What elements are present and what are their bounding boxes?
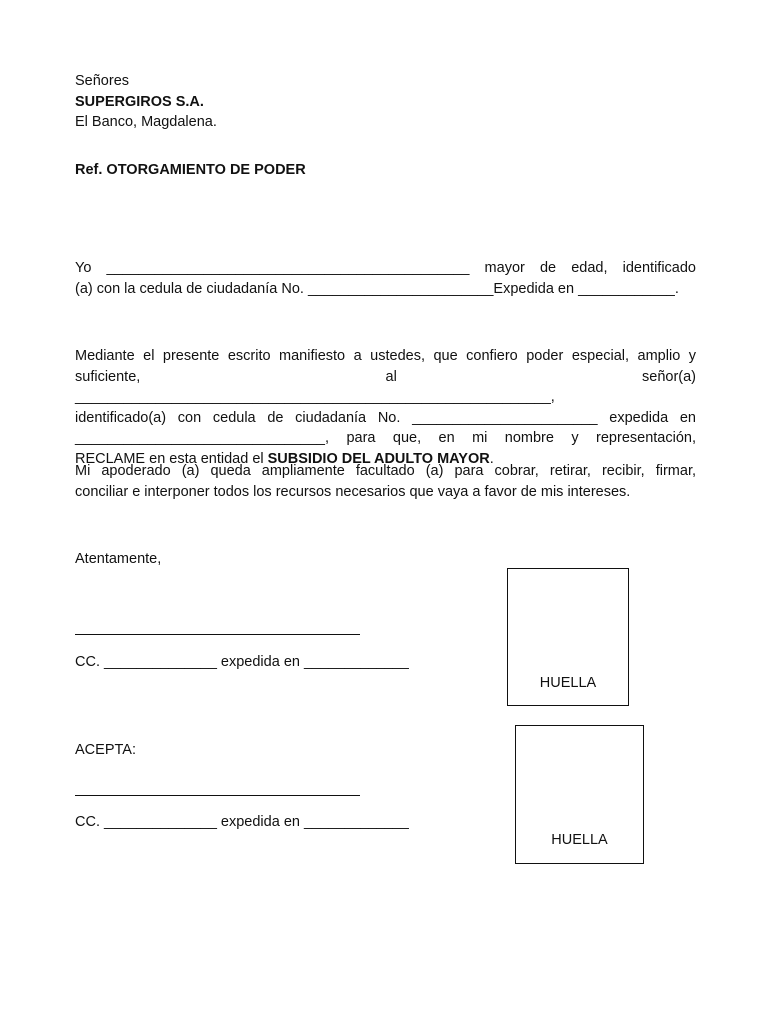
powers-line-2: conciliar e interponer todos los recursos necesarios que vaya a favor de mis intereses.: [75, 483, 631, 500]
powers-line-1: Mi apoderado (a) queda ampliamente facultado (a) para cobrar, retirar, recibir, firmar,: [75, 463, 696, 479]
grantor-paragraph: [75, 258, 696, 299]
signature-line-1: [75, 634, 360, 635]
body-line-4: _______________________________, para que, en mi nombre y representación,: [75, 430, 696, 447]
salutation: Señores: [75, 73, 130, 89]
powers-paragraph: [75, 461, 696, 502]
fingerprint-box-1: [507, 568, 629, 706]
company-location: El Banco, Magdalena.: [75, 114, 217, 131]
grantor-line-2: (a) con la cedula de ciudadanía No. _______________________Expedida en ____________.: [75, 280, 679, 297]
recipient-block: [75, 71, 696, 133]
cc-line-1: CC. ______________ expedida en _____________: [75, 654, 409, 670]
company-name: SUPERGIROS S.A.: [75, 93, 204, 110]
body-line-3: identificado(a) con cedula de ciudadanía No. _______________________ expedida en: [75, 409, 696, 426]
body-paragraph: [75, 346, 696, 470]
body-line-5-prefix: RECLAME en esta entidad el: [75, 450, 268, 467]
accept-label: ACEPTA:: [75, 742, 136, 758]
reference-line: Ref. OTORGAMIENTO DE PODER: [75, 162, 306, 178]
signature-line-2: [75, 795, 360, 796]
fingerprint-label-2: HUELLA: [551, 832, 608, 848]
fingerprint-box-2: [515, 725, 644, 864]
cc-line-2: CC. ______________ expedida en _____________: [75, 814, 409, 830]
closing: Atentamente,: [75, 551, 162, 567]
body-line-2: suficiente, al señor(a) ___________________________________________________________,: [75, 368, 696, 406]
body-line-5-suffix: .: [489, 450, 494, 467]
body-line-1: Mediante el presente escrito manifiesto a ustedes, que confiero poder especial, amplio y: [75, 348, 696, 364]
fingerprint-label-1: HUELLA: [539, 675, 597, 691]
subsidy-name: SUBSIDIO DEL ADULTO MAYOR: [267, 450, 490, 467]
grantor-line-1: Yo _____________________________________________ mayor de edad, identificado: [75, 260, 696, 276]
